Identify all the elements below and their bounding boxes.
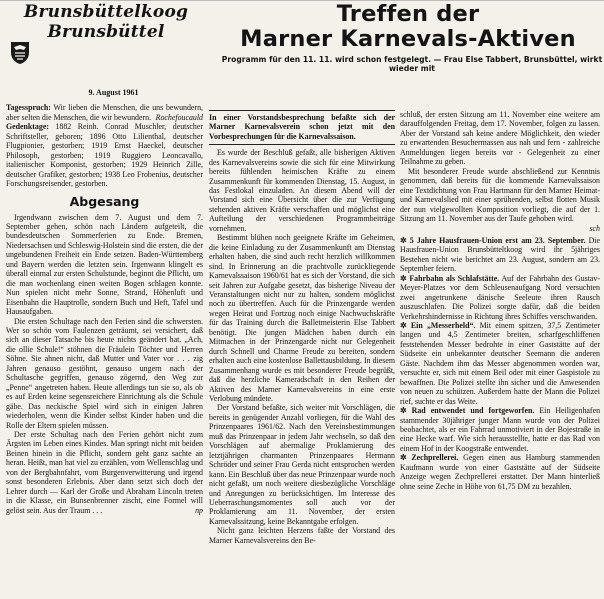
news-item-lead: Ein „Messerheld“. <box>410 320 476 330</box>
issue-date: 9. August 1961 <box>88 88 139 97</box>
abgesang-paragraph: Irgendwann zwischen dem 7. August und dem 7. September gehen, schön nach Ländern aufgeteilt, die bundesdeutschen Sommerferien zu Ende. Bremen, Niedersachsen und Schleswig-Holstein sind die ersten, die der ungebundenen Freiheit ein Ende setzen. Baden-Württemberg und Bayern werden die letzten sein. Irgenwann klingelt es überall einmal zur ersten Schulstunde, beginnt die Pflicht, um die man wochenlang einen weiten Bogen schlagen konnte. Nun spielen nicht mehr Sonne, Strand, Höhenluft und Eisenbahn die Hauptrolle, sondern Buch und Heft, Tafel und Hausaufgaben. <box>6 212 203 317</box>
coat-of-arms-icon <box>10 41 30 65</box>
masthead-line-2: Brunsbüttel <box>47 22 165 42</box>
article-signature: sch <box>589 224 600 234</box>
news-item-text: Ein Heiligenhafen stammender 30jähriger junger Mann wurde von der Polizei beobachtet, als er ein Fahrrad unmotiviert in der Bojestraße in eine Hecke warf. Wie sich herausstellte, hatte er das Rad von einem Hof in der Koogstraße entwendet. <box>400 406 600 453</box>
star-icon: ✲ <box>400 273 410 283</box>
news-item-text: Mit einem spitzen, 37,5 Zentimeter langen und 4,5 Zentimeter breiten, scharfgeschliffenen feststehenden Messer bedrohte in einer Gaststätte auf der Südseite ein unbekannter deutscher Seemann die anderen Gäste. Nachdem ihm das Messer abgenommen worden war, versuchte er, sich mit einem Beil oder mit einer Gaspistole zu bewaffnen. Die Polizei stellte ihn sicher und die Anwesenden von neuen zu schützen. Außerdem hatte der Mann die Polizei rief, suchte er das Weite. <box>400 320 600 406</box>
star-icon: ✲ <box>400 453 412 463</box>
top-edge <box>0 0 604 1</box>
article-paragraph: Der Vorstand befaßte, sich weiter mit Vorschlägen, die bereits in genügender Anzahl vorliegen, für die Wahl des Prinzenpaares 1961/62. Nach den Vereinsbestimmungen muß das Prinzenpaar in jedem Jahr wechseln, so daß den Vorschlägen auf abermalige Proklamierung des letztjährigen charmanten Prinzenpaares Hermann Schröder und seiner Frau Gerda nicht entsprochen werden kann. Ein Beschluß über das neue Prinzenpaar wurde noch nicht gefaßt, um noch weitere diesbezügliche Vorschläge und Anregungen zu berücksichtigen. Im Interesse des Ueberraschungsmomentes soll auch vor der Proklamierung am 11. November, der ersten Karnevalssitzung, keine Bekanntgabe erfolgen. <box>209 403 395 526</box>
article-paragraph: Bestimmt blühen noch geeignete Kräfte im Geheimen, die keine Einladung zu der Zusammenkunft am Dienstag erhalten haben, die sind auch recht herzlich willkommen sind. In Erinnerung an die prachtvolle zurückliegende Karnevalssaison 1960/61 hat es sich der Vorstand, die sich seit Jahren zur Aufgabe gesetzt, das bisherige Niveau der Veranstaltungen nicht nur zu halten, sondern möglichst noch zu übertreffen. Auch für die Prinzengarde werden wegen Heirat und Fortzug noch einige Nachwuchskräfte für das Training durch die Balletmeisterin Else Tabbert benötigt. Die jungen Mädchen haben durch ein Mitmachen in der Prinzengarde nicht nur Gelegenheit durch Schnell und Charme Freude zu bereiten, sondern erhalten auch eine kostenlose Ballettausbildung. In diesem Zusammenhang wurde es mit besonderer Freude begrüßt, daß die herzliche Kameradschaft in den Reihen der Aktiven des Marner Karnevalsvereins in eine erste Verlobung mündete. <box>209 233 395 403</box>
news-item-lead: 5 Jahre Hausfrauen-Union erst am 23. September. <box>409 235 586 245</box>
news-item <box>400 274 600 321</box>
masthead <box>6 2 206 42</box>
tagesspruch <box>6 103 203 122</box>
article-paragraph: Es wurde der Beschluß gefaßt, alle bisherigen Aktiven des Karnevalsvereins sowie die sich für eine Mitwirkung bereits fühlenden heimischen Kräfte zu einem Zusammenkunft für kommenden Dienstag, 15. August, in das Festlokal einzuladen. An diesem Abend will der Vorstand sich eine Übersicht über die zur Verfügung stehenden aktiven Kräfte verschaffen und möglichst eine Aufteilung der verschiedenen Programmbeiträge vornehmen. <box>209 148 395 233</box>
article-lead: In einer Vorstandsbesprechung befaßte sich der Marner Karnevalsverein schon jetzt mit den Vorbesprechungen für die Karnevalssaison. <box>209 113 395 141</box>
article-column-2 <box>400 110 600 596</box>
star-icon: ✲ <box>400 235 410 245</box>
news-item-text: Gegen einen aus Hamburg stammenden Kaufmann wurde von einer Gaststätte auf der Südseite Anzeige wegen Zechprellerei erstattet. Der Mann hinterließ ohne seine Zeche in Höhe von 61,75 DM zu bezahlen. <box>400 453 600 491</box>
tagesspruch-label: Tagesspruch: <box>6 103 51 113</box>
abgesang-signature: np <box>195 505 203 515</box>
article-headline <box>216 2 600 52</box>
tagesspruch-text: Wir lieben die Menschen, die uns bewundern, aber selten die Menschen, die wir bewundern. <box>6 103 203 122</box>
section-title-abgesang: Abgesang <box>69 193 140 209</box>
news-item <box>400 236 600 274</box>
article-paragraph: Mit besonderer Freude wurde abschließend zur Kenntnis genommen, daß bereits für die kommende Karnevalssaison eine Textdichtung von Frau Hartmann für den Marner Heimat- und Karnevalslied mit einer sprühenden, selbst flotten Musik der nun vielgewollten Komposition vorliegt, die auf der 1. Sitzung am 11. November aus der Taufe gehoben wird. <box>400 166 600 223</box>
news-item <box>400 406 600 453</box>
news-item <box>400 321 600 406</box>
gedenktage <box>6 122 203 188</box>
masthead-line-1: Brunsbüttelkoog <box>23 2 189 22</box>
news-item-lead: Zechprellerei. <box>411 453 459 463</box>
headline-line-1: Treffen der <box>336 1 480 27</box>
article-column-1 <box>209 110 395 596</box>
gedenktage-text: 1882 Reinh. Conrad Muschler, deutscher Schriftsteller, geboren; 1896 Otto Lilienthal, deutscher Flugpionier, gestorben; 1919 Ernst Haeckel, deutscher Philosoph, gestorben; 1919 Ruggiero Leoncavallo, italienischer Komponist, gestorben; 1929 Heinrich Zille, deutscher Grafiker, gestorben; 1938 Leo Frobenius, deutscher Forschungsreisender, gestorben. <box>6 122 203 189</box>
local-column <box>6 88 203 596</box>
news-item-lead: Fahrbahn als Schlafstätte. <box>409 273 500 283</box>
news-item-text: Auf der Fahrbahn des Gustav-Meyer-Platzes vor dem Schleusenaufgang Nord versuchten zwei angetrunkene dänische Seeleute ihren Rausch auszuschlafen. Die Polizei sorgte dafür, daß die beiden Verkehrshindernisse in Richtung ihres Schiffes verschwanden. <box>400 273 600 321</box>
article-subhead: Programm für den 11. 11. wird schon festgelegt. — Frau Else Tabbert, Brunsbüttel, wirkt wieder mit <box>221 55 603 73</box>
article-lead-box <box>209 110 395 145</box>
star-icon: ✲ <box>400 320 411 330</box>
news-item <box>400 453 600 491</box>
news-item-lead: Rad entwendet und fortgeworfen. <box>411 406 535 416</box>
headline-line-2: Marner Karnevals-Aktiven <box>240 26 576 52</box>
news-item-text: Die Hausfrauen-Union Brunsbütteltkoog wird ihr 5jähriges Bestehen nicht wie berichtet am 23. August, sondern am 23. September feiern. <box>400 235 600 274</box>
article-paragraph: schluß, der ersten Sitzung am 11. November eine weitere am darauffolgenden Freitag, dem 17. November, folgen zu lassen. Aber der Vorstand sah keine andere Möglichkeit, den wieder zu erwartenden Besuchermassen aus nah und fern - zahlreiche Anmeldungen liegen bereits vor - Gelegenheit zu einer Teilnahme zu geben. <box>400 110 600 167</box>
abgesang-paragraph: Die ersten Schultage nach den Ferien sind die schwersten. Wer so schön vom Faulenzen geträumt, sei versichert, daß sich an dieser Tatsache bis heute nichts geändert hat. „Ach, die ollie Schule!“ stöhnen die Fräulein Töchter und Herren Söhne. Sie ahnen nicht, daß Mutter und Vater vor . . . zig Jahren genauso gestöhnt, genauso ungern nach der Schultasche gegriffen, genauso zögernd, den Weg zur „Penne“ angetreten haben. Heute allerdings tun sie so, als ob es auf Erden keine segensreichere Einrichtung als die Schule gäbe. Das neckische Spiel wird sich in einigen Jahren wiederholen, wenn die Kinder selbst Kinder haben und die Rolle der Eltern spielen müssen. <box>6 316 203 430</box>
article-paragraph: Nicht ganz leichten Herzens faßte der Vorstand des Marner Karnevalsvereins den Be- <box>209 526 395 545</box>
abgesang-paragraph: Der erste Schultag nach den Ferien gehört nicht zum Ärgsten im Leben eines Kindes. Man springt nicht mit beiden Beinen hinein in die Pflicht, sondern geht ganz sachte an heran. Heißt, man hat viel zu erzählen, vom Wellenschlag und von der Bergbahnfahrt, vom Burgenverwitterung und irgend sonst besonderen Erlebnis. Aber dann setzt sich doch der Lehrer durch — Karl der Große und Abraham Lincoln treten in die Klasse, ein Bunsenbrenner zischt, eine Formel will gelöst sein. Aus der Traum . . . np <box>6 429 203 515</box>
star-icon: ✲ <box>400 406 412 416</box>
tagesspruch-author: Rochefoucauld <box>155 112 203 122</box>
gedenktage-label: Gedenktage: <box>6 122 49 132</box>
